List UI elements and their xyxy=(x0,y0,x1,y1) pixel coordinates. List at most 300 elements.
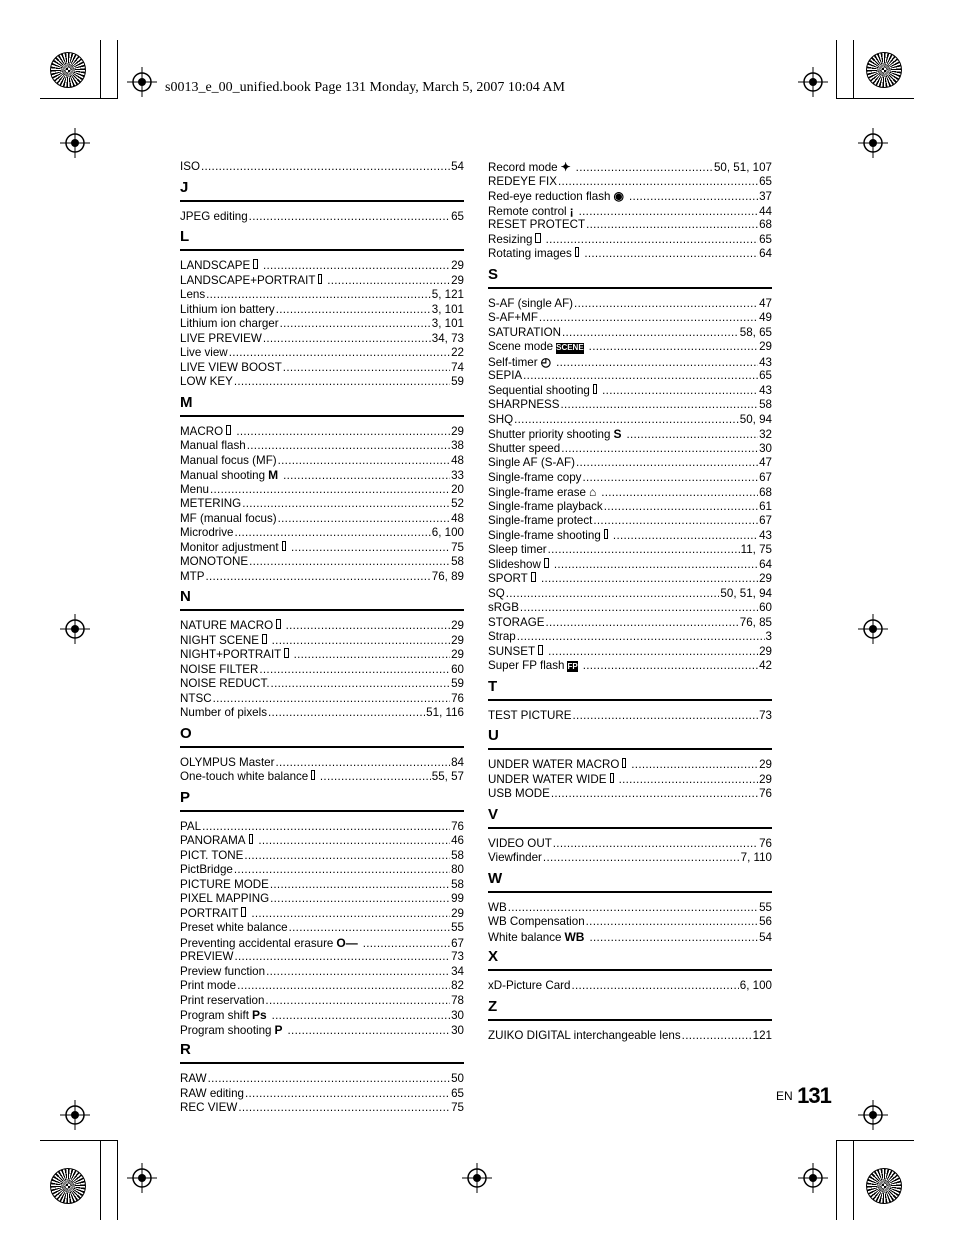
index-entry xyxy=(488,500,772,515)
entry-term: OLYMPUS Master xyxy=(180,755,275,769)
section-letter: X xyxy=(488,948,499,965)
night-scene-icon xyxy=(262,634,267,644)
entry-pages: 58 xyxy=(451,848,464,862)
entry-pages: 29 xyxy=(451,424,464,438)
entry-term: Single-frame copy xyxy=(488,470,582,484)
index-entry xyxy=(180,756,464,771)
entry-term: Manual flash xyxy=(180,439,246,452)
dot-leader xyxy=(286,619,450,634)
dot-leader xyxy=(291,541,450,556)
entry-pages: 22 xyxy=(451,346,464,359)
entry-term: Super FP flash xyxy=(488,659,565,672)
entry-term: LOW KEY xyxy=(180,375,233,388)
dot-leader xyxy=(294,648,451,663)
entry-term: UNDER WATER WIDE xyxy=(488,772,607,786)
dot-leader xyxy=(245,1087,450,1102)
entry-pages: 76 xyxy=(759,836,772,850)
index-entry xyxy=(488,837,772,852)
entry-pages: 33 xyxy=(451,469,464,482)
index-entry xyxy=(180,820,464,835)
index-entry xyxy=(488,572,772,587)
dot-leader xyxy=(244,849,450,864)
index-entry xyxy=(488,659,772,674)
entry-pages: 29 xyxy=(759,644,772,658)
dot-leader xyxy=(283,469,450,484)
entry-pages: 3, 101 xyxy=(431,302,464,316)
index-entry xyxy=(180,332,464,347)
index-entry xyxy=(488,901,772,916)
entry-pages: 6, 100 xyxy=(739,979,772,992)
entry-pages: 76, 89 xyxy=(431,569,464,583)
dot-leader xyxy=(558,175,758,190)
night-portrait-icon xyxy=(284,648,288,658)
index-entry xyxy=(488,326,772,341)
index-entry xyxy=(180,1101,464,1116)
dot-leader xyxy=(556,356,758,371)
dot-leader xyxy=(629,190,758,205)
entry-pages: 52 xyxy=(451,497,464,510)
mode-glyph-icon: P xyxy=(274,1022,283,1037)
entry-term: Shutter priority shooting xyxy=(488,428,611,441)
index-entry xyxy=(180,770,464,785)
dot-leader xyxy=(234,526,430,541)
entry-term: Single AF (S-AF) xyxy=(488,456,575,469)
index-entry xyxy=(488,175,772,190)
panorama-icon xyxy=(249,834,254,844)
entry-pages: 76 xyxy=(451,819,464,833)
index-entry xyxy=(180,706,464,721)
nature-macro-icon xyxy=(276,619,280,629)
section-letter: T xyxy=(488,677,498,695)
dot-leader xyxy=(288,1024,451,1039)
mode-glyph-icon: ⌂ xyxy=(588,485,597,499)
entry-term: Monitor adjustment xyxy=(180,540,279,554)
dot-leader xyxy=(270,892,450,907)
entry-term: MTP xyxy=(180,569,205,583)
index-entry xyxy=(180,425,464,440)
entry-pages: 43 xyxy=(759,355,772,369)
entry-pages: 34, 73 xyxy=(431,331,464,345)
dot-leader xyxy=(266,965,450,980)
entry-term: UNDER WATER MACRO xyxy=(488,758,620,771)
index-entry xyxy=(488,514,772,529)
index-entry xyxy=(488,851,772,866)
mode-glyph-icon: ¡ xyxy=(569,203,574,218)
dot-leader xyxy=(548,645,758,660)
dot-leader xyxy=(234,375,450,390)
dot-leader xyxy=(263,259,450,274)
color-wheel-mark-bottom-left xyxy=(50,1168,86,1204)
section-rule xyxy=(180,200,464,202)
entry-pages: 59 xyxy=(451,375,464,388)
index-entry xyxy=(488,160,772,175)
entry-pages: 37 xyxy=(759,190,772,203)
index-entry xyxy=(488,915,772,930)
registration-mark-icon xyxy=(127,67,157,97)
dot-leader xyxy=(619,773,759,788)
index-section xyxy=(488,726,772,802)
entry-pages: 84 xyxy=(451,755,464,769)
dot-leader xyxy=(213,692,451,707)
entry-pages: 74 xyxy=(451,360,464,374)
entry-term: Slideshow xyxy=(488,557,541,571)
index-entry xyxy=(180,936,464,951)
entry-term: Program shift xyxy=(180,1009,249,1022)
entry-term: PANORAMA xyxy=(180,834,246,847)
index-entry xyxy=(180,907,464,922)
section-rule xyxy=(488,1019,772,1021)
entry-pages: 80 xyxy=(451,863,464,876)
index-entry xyxy=(488,456,772,471)
registration-mark-icon xyxy=(798,67,828,97)
section-letter: M xyxy=(180,393,193,411)
index-entry xyxy=(488,355,772,370)
entry-term: METERING xyxy=(180,497,242,510)
index-entry xyxy=(488,384,772,399)
entry-pages: 55 xyxy=(451,921,464,934)
rotate-icon xyxy=(575,247,580,257)
entry-pages: 65 xyxy=(451,1086,464,1100)
dot-leader xyxy=(229,346,450,361)
index-entry xyxy=(488,558,772,573)
entry-pages: 50, 51, 94 xyxy=(720,586,772,600)
entry-term: TEST PICTURE xyxy=(488,708,572,722)
section-rule xyxy=(180,746,464,748)
dot-leader xyxy=(631,758,758,773)
entry-term: Lithium ion battery xyxy=(180,302,275,316)
dot-leader xyxy=(270,878,450,893)
entry-term: REC VIEW xyxy=(180,1101,238,1114)
section-rule xyxy=(180,810,464,812)
entry-pages: 29 xyxy=(759,772,772,786)
section-letter: W xyxy=(488,869,503,887)
section-letter: P xyxy=(180,788,191,806)
entry-term: SHARPNESS xyxy=(488,398,560,411)
index-entry xyxy=(488,297,772,312)
landscape-portrait-icon xyxy=(318,274,322,284)
dot-leader xyxy=(589,340,758,355)
dot-leader xyxy=(520,601,758,616)
index-entry xyxy=(180,994,464,1009)
entry-pages: 65 xyxy=(759,369,772,382)
entry-term: Live view xyxy=(180,346,228,359)
index-section xyxy=(488,805,772,866)
entry-pages: 49 xyxy=(759,311,772,324)
entry-pages: 54 xyxy=(759,930,772,944)
index-entry xyxy=(180,634,464,649)
entry-pages: 64 xyxy=(759,247,772,260)
dot-leader xyxy=(561,442,758,457)
index-entry xyxy=(180,1008,464,1023)
entry-term: Microdrive xyxy=(180,526,234,539)
entry-term: One-touch white balance xyxy=(180,770,309,783)
index-entry xyxy=(180,483,464,498)
page-number: 131 xyxy=(797,1083,831,1108)
dot-leader xyxy=(249,555,450,570)
entry-pages: 55 xyxy=(759,900,772,914)
index-entry xyxy=(488,311,772,326)
entry-pages: 47 xyxy=(759,296,772,310)
dot-leader xyxy=(234,863,450,878)
dot-leader xyxy=(626,428,758,443)
entry-term: Manual shooting xyxy=(180,469,266,482)
dot-leader xyxy=(508,901,758,916)
resize-icon xyxy=(535,233,540,243)
entry-term: PICT. TONE xyxy=(180,848,244,862)
entry-pages: 65 xyxy=(759,174,772,188)
dot-leader xyxy=(583,659,758,674)
entry-pages: 121 xyxy=(752,1028,772,1042)
index-entry xyxy=(488,543,772,558)
entry-pages: 59 xyxy=(451,677,464,690)
entry-pages: 32 xyxy=(759,428,772,441)
entry-pages: 6, 100 xyxy=(431,526,464,539)
entry-pages: 50, 51, 107 xyxy=(713,161,772,174)
mode-glyph-icon: WB xyxy=(564,929,585,944)
section-letter: U xyxy=(488,727,499,744)
section-letter: O xyxy=(180,724,192,742)
dot-leader xyxy=(272,1009,450,1024)
entry-term: Sleep timer xyxy=(488,543,547,556)
entry-pages: 11, 75 xyxy=(740,543,772,556)
dot-leader xyxy=(574,297,758,312)
index-entry xyxy=(180,274,464,289)
index-entry xyxy=(488,247,772,262)
color-wheel-mark-bottom-right xyxy=(866,1168,902,1204)
dot-leader xyxy=(586,218,758,233)
dot-leader xyxy=(539,311,758,326)
book-header: s0013_e_00_unified.book Page 131 Monday, March 5, 2007 10:04 AM xyxy=(165,80,565,95)
index-entry xyxy=(180,288,464,303)
section-rule xyxy=(488,748,772,750)
dot-leader xyxy=(283,361,450,376)
entry-term: Strap xyxy=(488,630,516,643)
entry-pages: 65 xyxy=(451,209,464,223)
entry-pages: 82 xyxy=(451,979,464,992)
entry-term: xD-Picture Card xyxy=(488,979,571,992)
index-section xyxy=(488,265,772,674)
entry-term: NATURE MACRO xyxy=(180,619,274,632)
dot-leader xyxy=(579,205,758,220)
registration-mark-icon xyxy=(462,1163,492,1193)
entry-term: REDEYE FIX xyxy=(488,174,557,188)
mode-glyph-icon: S xyxy=(613,427,622,441)
entry-pages: 75 xyxy=(451,1101,464,1114)
entry-term: White balance xyxy=(488,930,562,944)
index-entry xyxy=(180,526,464,541)
registration-mark-icon xyxy=(858,128,888,158)
entry-pages: 48 xyxy=(451,453,464,467)
sequential-icon xyxy=(593,384,597,394)
dot-leader xyxy=(604,500,758,515)
index-entry xyxy=(180,570,464,585)
index-entry xyxy=(180,950,464,965)
color-wheel-mark-top-left xyxy=(50,52,86,88)
entry-term: Resizing xyxy=(488,232,533,246)
entry-term: Scene mode xyxy=(488,340,554,353)
entry-term: ISO xyxy=(180,160,200,173)
page-footer xyxy=(776,1083,831,1109)
registration-mark-icon xyxy=(60,1100,90,1130)
entry-pages: 60 xyxy=(451,662,464,676)
entry-term: Single-frame protect xyxy=(488,514,593,527)
entry-term: WB xyxy=(488,900,507,914)
entry-term: VIDEO OUT xyxy=(488,836,552,850)
entry-pages: 30 xyxy=(451,1009,464,1022)
dot-leader xyxy=(545,616,738,631)
dot-leader xyxy=(320,770,431,785)
index-section xyxy=(180,160,464,175)
entry-term: NOISE FILTER xyxy=(180,662,259,676)
index-entry xyxy=(488,758,772,773)
dot-leader xyxy=(258,834,450,849)
index-entry xyxy=(488,930,772,945)
dot-leader xyxy=(208,1072,450,1087)
entry-term: Print reservation xyxy=(180,993,265,1007)
entry-term: MF (manual focus) xyxy=(180,511,277,525)
entry-pages: 29 xyxy=(451,648,464,661)
dot-leader xyxy=(546,233,759,248)
entry-term: SPORT xyxy=(488,572,528,585)
entry-term: WB Compensation xyxy=(488,915,585,928)
mode-glyph-icon: M xyxy=(268,468,279,482)
entry-term: NTSC xyxy=(180,691,212,705)
mode-glyph-icon: Ps xyxy=(251,1008,267,1022)
dot-leader xyxy=(242,497,450,512)
index-entry xyxy=(180,210,464,225)
sport-icon xyxy=(531,572,536,582)
entry-pages: 50 xyxy=(451,1072,464,1085)
index-entry xyxy=(180,303,464,318)
entry-pages: 65 xyxy=(759,232,772,246)
dot-leader xyxy=(613,529,758,544)
index-entry xyxy=(488,398,772,413)
dot-leader xyxy=(576,161,713,176)
single-frame-icon xyxy=(604,529,608,539)
dot-leader xyxy=(543,851,740,866)
registration-mark-icon xyxy=(60,614,90,644)
entry-term: Remote control xyxy=(488,204,567,218)
dot-leader xyxy=(210,483,450,498)
index-entry xyxy=(180,677,464,692)
dot-leader xyxy=(265,994,450,1009)
index-section xyxy=(488,160,772,262)
dot-leader xyxy=(363,937,450,952)
index-entry xyxy=(180,346,464,361)
section-letter: L xyxy=(180,228,190,245)
entry-pages: 58 xyxy=(451,555,464,568)
macro-icon xyxy=(226,425,231,435)
registration-mark-icon xyxy=(798,1163,828,1193)
dot-leader xyxy=(589,931,758,946)
index-entry xyxy=(488,413,772,428)
index-entry xyxy=(488,340,772,355)
entry-pages: 5, 121 xyxy=(431,288,464,301)
dot-leader xyxy=(201,160,450,175)
index-column-right xyxy=(488,160,772,1043)
dot-leader xyxy=(602,384,758,399)
index-entry xyxy=(488,601,772,616)
entry-pages: 29 xyxy=(451,906,464,920)
entry-term: MACRO xyxy=(180,424,224,438)
index-entry xyxy=(488,427,772,442)
entry-term: Sequential shooting xyxy=(488,383,590,397)
section-rule xyxy=(180,249,464,251)
registration-mark-icon xyxy=(858,614,888,644)
index-entry xyxy=(488,630,772,645)
entry-pages: 46 xyxy=(451,834,464,847)
entry-term: SQ xyxy=(488,586,505,600)
entry-pages: 73 xyxy=(451,950,464,963)
section-rule xyxy=(488,891,772,893)
entry-term: Record mode xyxy=(488,161,558,174)
entry-term: LIVE VIEW BOOST xyxy=(180,360,282,374)
entry-term: RAW editing xyxy=(180,1086,245,1100)
entry-pages: 20 xyxy=(451,482,464,496)
underwater-wide-icon xyxy=(610,773,614,783)
index-entry xyxy=(180,892,464,907)
dot-leader xyxy=(561,398,759,413)
entry-term: LIVE PREVIEW xyxy=(180,331,262,345)
index-entry xyxy=(180,512,464,527)
mode-glyph-icon: ✦ xyxy=(560,160,571,174)
index-entry xyxy=(180,468,464,483)
portrait-icon xyxy=(241,907,246,917)
entry-term: STORAGE xyxy=(488,615,545,629)
entry-term: PICTURE MODE xyxy=(180,877,269,891)
dot-leader xyxy=(247,439,450,454)
section-rule xyxy=(488,287,772,289)
index-entry xyxy=(488,616,772,631)
entry-pages: 42 xyxy=(759,659,772,672)
entry-pages: 29 xyxy=(451,273,464,287)
entry-pages: 29 xyxy=(759,572,772,585)
entry-term: Number of pixels xyxy=(180,706,267,719)
entry-term: JPEG editing xyxy=(180,209,248,223)
color-wheel-mark-top-right xyxy=(866,52,902,88)
index-entry xyxy=(488,587,772,602)
entry-pages: 56 xyxy=(759,915,772,928)
index-entry xyxy=(180,965,464,980)
registration-mark-icon xyxy=(127,1163,157,1193)
index-section xyxy=(180,227,464,390)
index-entry xyxy=(180,921,464,936)
entry-term: SHQ xyxy=(488,412,514,426)
entry-term: PORTRAIT xyxy=(180,906,239,920)
index-entry xyxy=(488,1029,772,1044)
dot-leader xyxy=(553,837,758,852)
index-entry xyxy=(488,369,772,384)
index-entry xyxy=(180,834,464,849)
index-entry xyxy=(180,849,464,864)
entry-pages: 47 xyxy=(759,456,772,469)
entry-pages: 67 xyxy=(451,936,464,950)
index-section xyxy=(488,869,772,945)
index-section xyxy=(180,788,464,1038)
section-rule xyxy=(180,415,464,417)
index-entry xyxy=(488,442,772,457)
entry-pages: 29 xyxy=(759,340,772,353)
dot-leader xyxy=(280,317,431,332)
super-fp-icon: FP xyxy=(567,662,578,671)
index-entry xyxy=(180,692,464,707)
dot-leader xyxy=(506,587,720,602)
dot-leader xyxy=(202,820,450,835)
entry-pages: 58 xyxy=(759,398,772,411)
dot-leader xyxy=(272,634,450,649)
entry-pages: 58, 65 xyxy=(739,325,772,339)
entry-pages: 29 xyxy=(451,633,464,647)
